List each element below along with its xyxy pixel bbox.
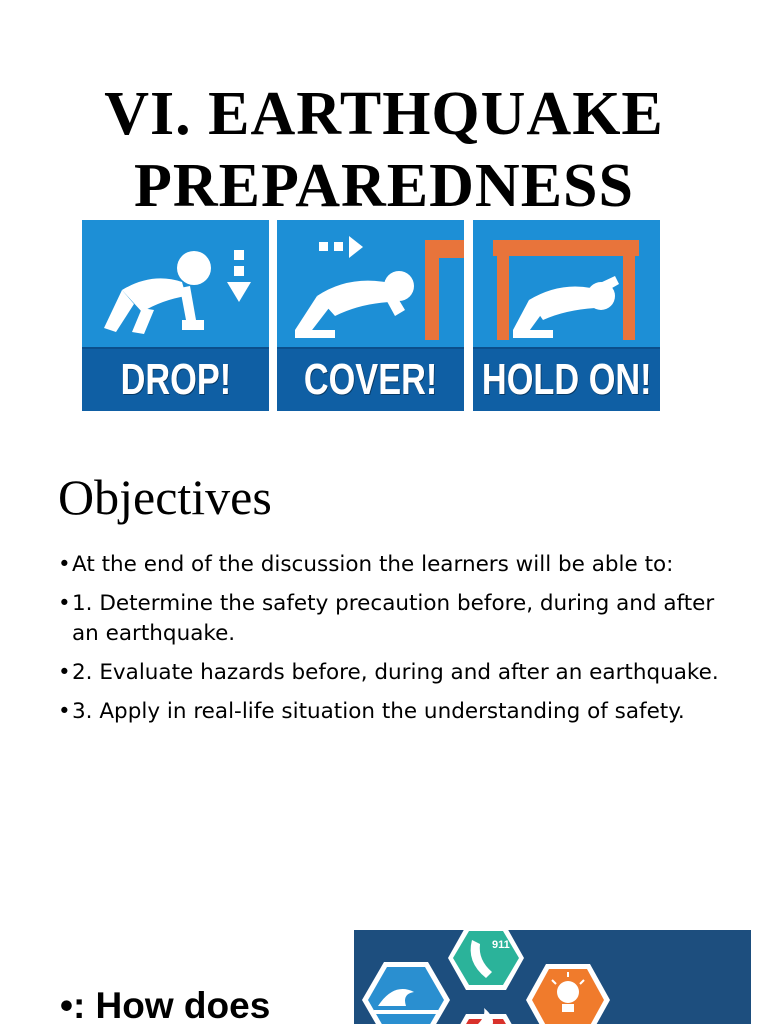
hold-on-label-band [473, 347, 660, 411]
list-item [58, 589, 738, 649]
drop-figure-icon [82, 220, 269, 350]
cover-panel [277, 220, 464, 411]
objectives-list [58, 550, 738, 736]
phone-911-glyph: 911 [492, 939, 510, 951]
emergency-hexagons-icon [354, 930, 751, 1024]
next-slide-text: •: How does [60, 985, 271, 1026]
objectives-heading: Objectives [58, 469, 272, 525]
objective-intro: At the end of the discussion the learners will be able to: [72, 552, 674, 577]
bullet-icon: • [58, 591, 71, 616]
drop-cover-hold-graphic [82, 220, 660, 411]
hold-on-panel [473, 220, 660, 411]
drop-label: DROP! [120, 355, 231, 404]
hold-on-label: HOLD ON! [481, 355, 652, 404]
cover-label-band [277, 347, 464, 411]
bullet-icon: • [58, 699, 71, 724]
drop-label-band [82, 347, 269, 411]
list-item [58, 658, 738, 688]
list-item [58, 550, 738, 580]
slide-title [0, 78, 768, 222]
slide-title-line-1: VI. EARTHQUAKE [104, 80, 664, 148]
list-item [58, 697, 738, 727]
cover-label: COVER! [303, 355, 438, 404]
bullet-icon: • [58, 552, 71, 577]
drop-panel [82, 220, 269, 411]
slide-title-line-2: PREPAREDNESS [133, 152, 635, 220]
objective-1: 1. Determine the safety precaution before, during and after an earthquake. [72, 591, 715, 646]
hold-on-figure-icon [473, 220, 660, 350]
emergency-badges-image [354, 930, 751, 1024]
bullet-icon: • [58, 660, 71, 685]
objective-3: 3. Apply in real-life situation the understanding of safety. [72, 699, 685, 724]
objective-2: 2. Evaluate hazards before, during and after an earthquake. [72, 660, 719, 685]
cover-figure-icon [277, 220, 464, 350]
